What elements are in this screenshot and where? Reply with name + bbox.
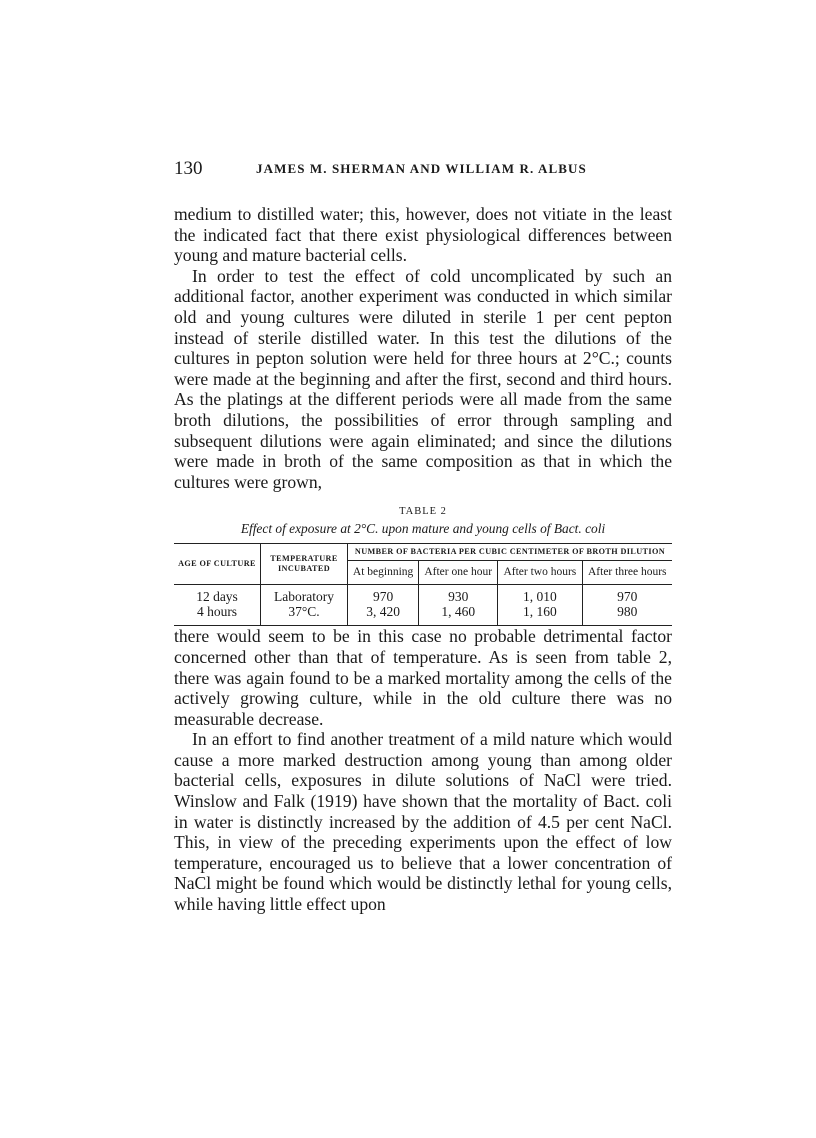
cell-value: 3, 420 [348,604,419,626]
subheader-after-one-hour: After one hour [419,561,498,585]
paragraph-nacl: In an effort to find another treatment of a mild nature which would cause a more marked destruction among young than among older bacterial cells, exposures in dilute solutions of NaCl were tried. Winslow and Falk (1919) have shown that the mortality of Bact. coli in water is distinctly increased by the addition of 4.5 per cent NaCl. This, in view of the preceding experiments upon the effect of low temperature, encouraged us to believe that a lower concentration of NaCl might be found which would be distinctly lethal for young cells, while having little effect upon [174,729,672,915]
cell-value: 930 [419,585,498,605]
page [174,158,672,915]
paragraph-continuation: medium to distilled water; this, however, does not vitiate in the least the indicated fact that there exist physiological differences between young and mature bacterial cells. [174,204,672,266]
table-caption: Effect of exposure at 2°C. upon mature and young cells of Bact. coli [240,521,606,537]
header-temperature-incubated: TEMPERATURE INCUBATED [261,544,348,585]
subheader-at-beginning: At beginning [348,561,419,585]
subheader-after-two-hours: After two hours [498,561,582,585]
cell-value: 980 [617,604,638,620]
cell-age: 4 hours [174,604,261,626]
running-title: JAMES M. SHERMAN AND WILLIAM R. ALBUS [256,161,587,176]
cell-value: 970 [348,585,419,605]
cell-temperature: Laboratory [261,585,348,605]
cell-age: 12 days [174,585,261,605]
running-head [174,158,672,182]
cell-value: 1, 460 [419,604,498,626]
cell-value: 1, 010 [498,585,582,605]
subheader-after-three-hours: After three hours [582,561,672,585]
cell-value: 970 [617,589,638,605]
table-row [174,585,672,605]
cell-value: 1, 160 [498,604,582,626]
header-number-of-bacteria: NUMBER OF BACTERIA PER CUBIC CENTIMETER OF BROTH DILUTION [348,544,673,561]
page-number: 130 [174,158,203,179]
paragraph-temperature-factor: there would seem to be in this case no probable detrimental factor concerned other than that of temperature. As is seen from table 2, there was again found to be a marked mortality among the cells of the actively growing culture, while in the old culture there was no measurable decrease. [174,626,672,729]
table-row [174,604,672,626]
paragraph-cold-experiment: In order to test the effect of cold uncomplicated by such an additional factor, another experiment was conducted in which similar old and young cultures were diluted in sterile 1 per cent pepton instead of sterile distilled water. In this test the dilutions of the cultures in pepton solution were held for three hours at 2°C.; counts were made at the beginning and after the first, second and third hours. As the platings at the different periods were all made from the same broth dilutions, the possibilities of error through sampling and subsequent dilutions were again eliminated; and since the dilutions were made in broth of the same composition as that in which the cultures were grown, [174,265,672,492]
table-label: TABLE 2 [399,506,447,518]
data-table [174,543,672,626]
cell-temperature: 37°C. [261,604,348,626]
header-age-of-culture: AGE OF CULTURE [174,544,261,585]
